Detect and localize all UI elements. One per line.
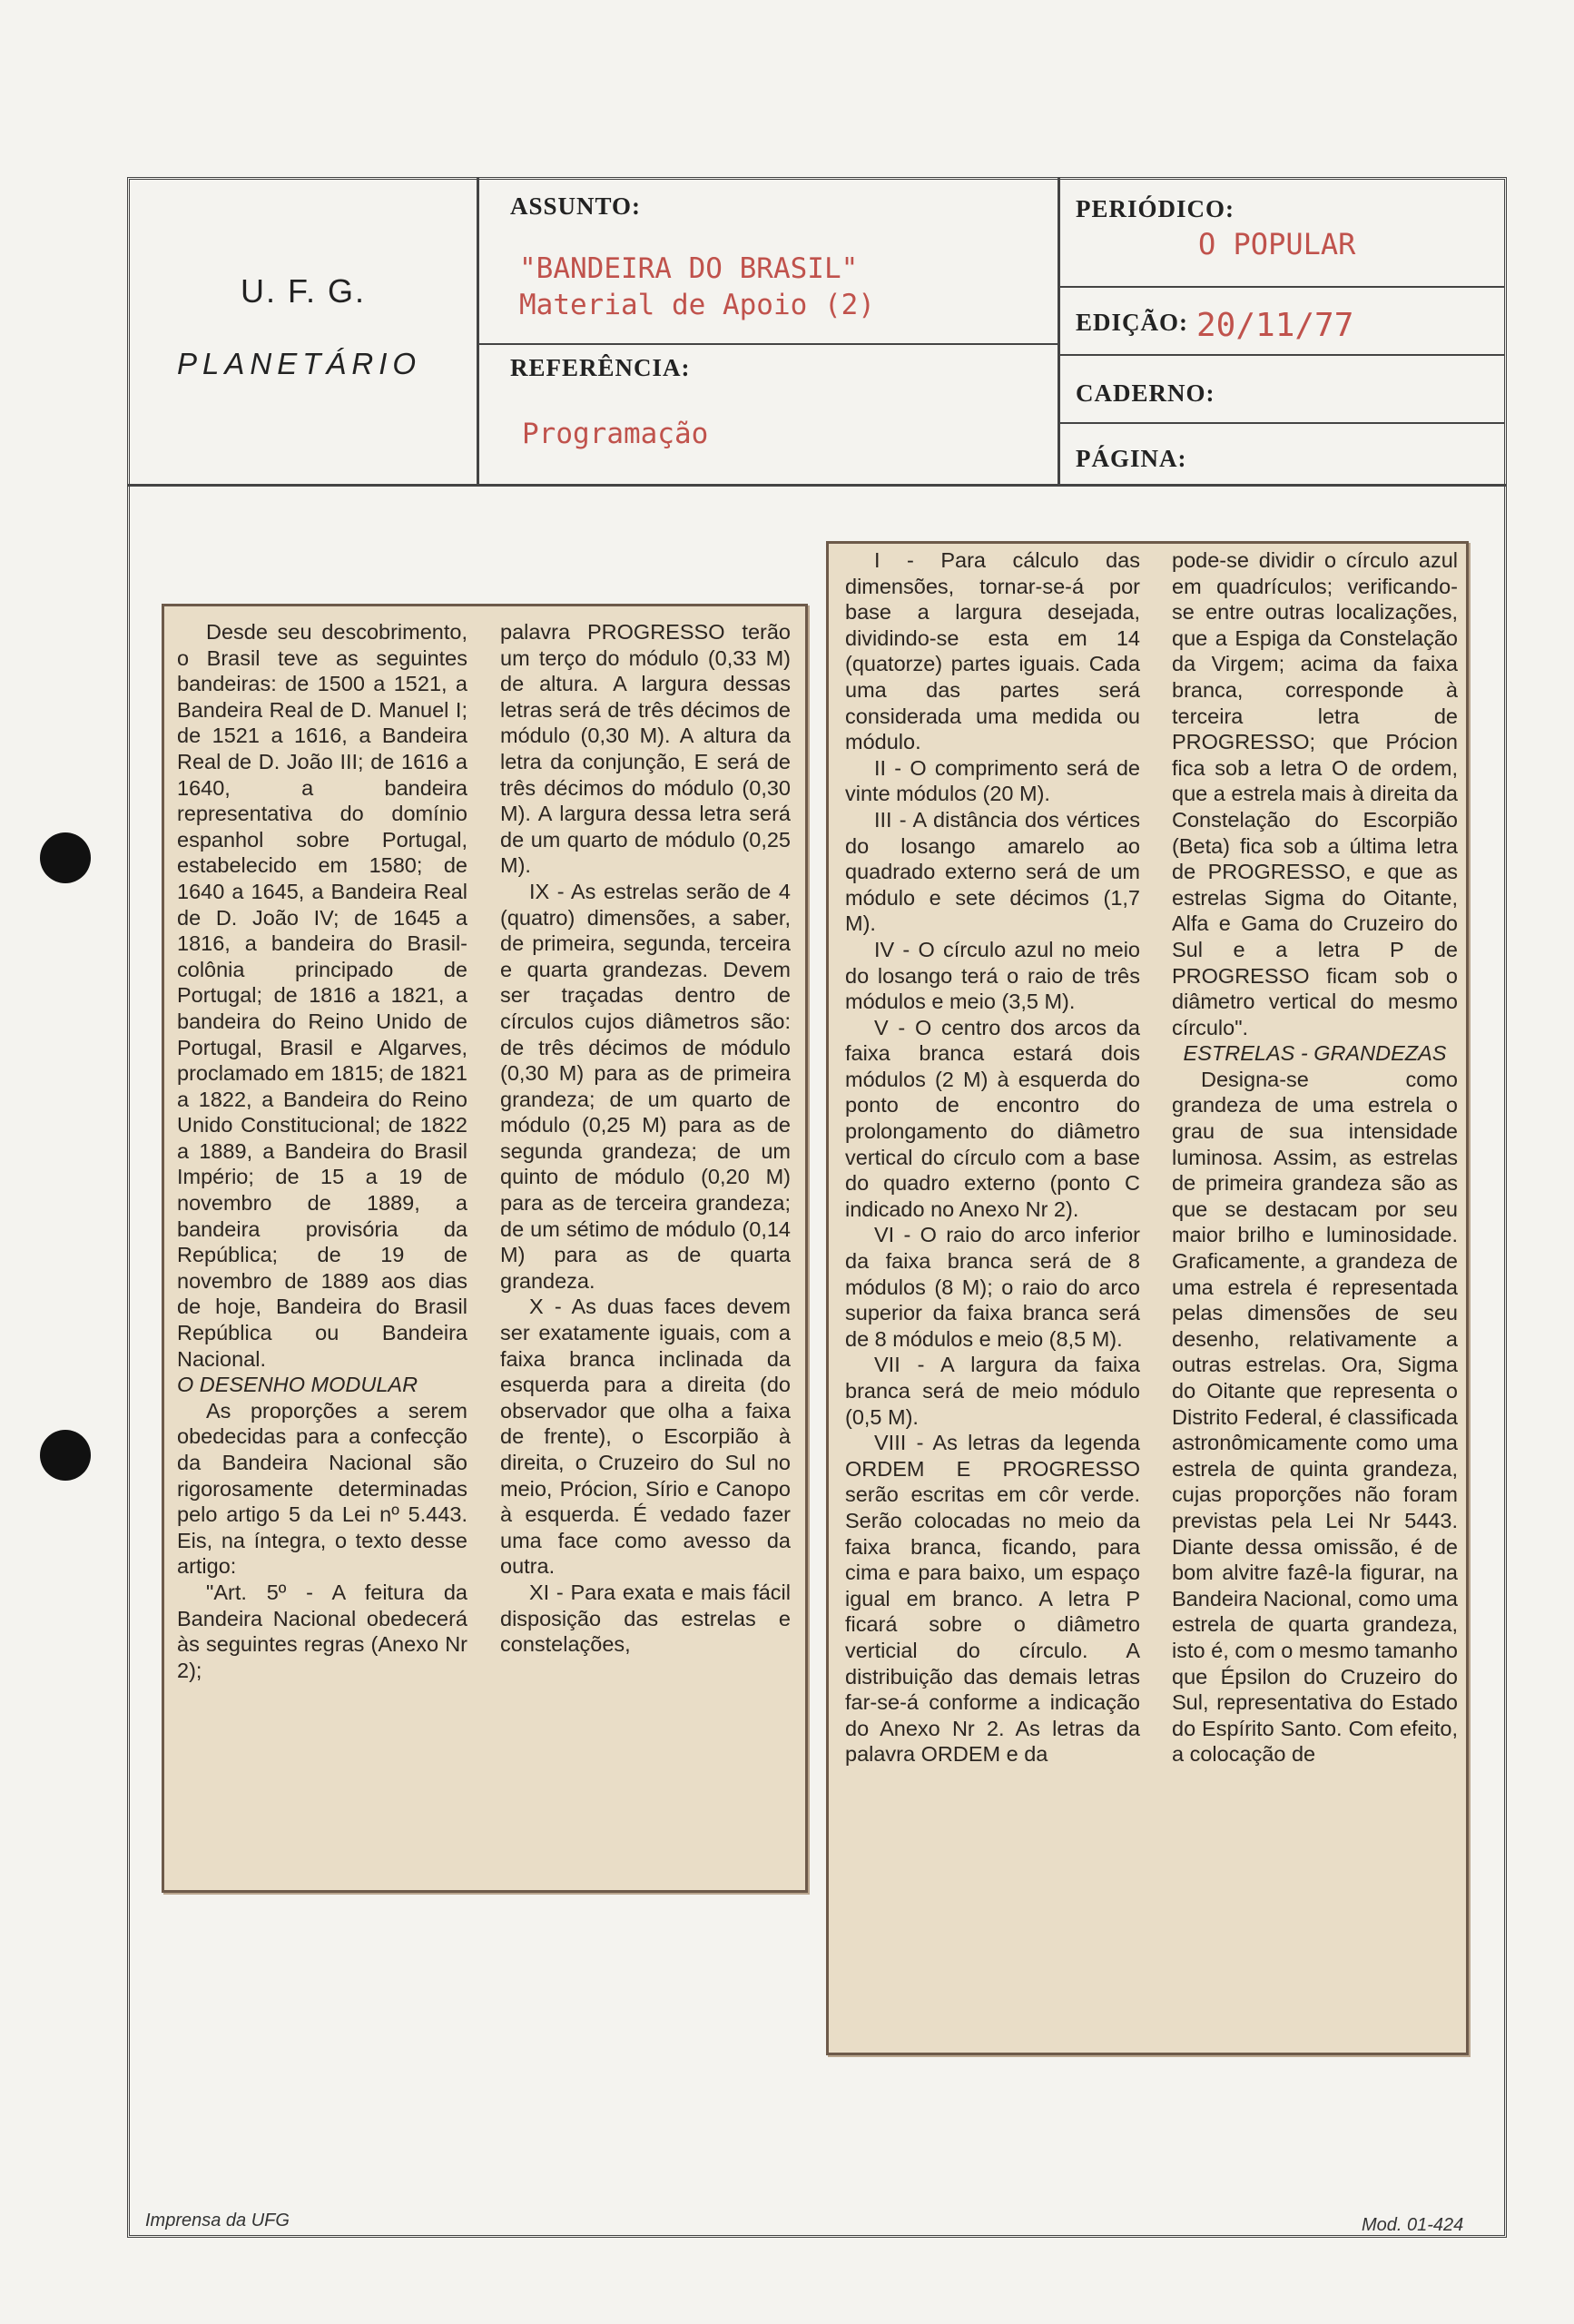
- header-col-divider-1: [477, 177, 479, 486]
- assunto-divider: [479, 343, 1058, 345]
- col3-paragraph-3: III - A distância dos vértices do losango amarelo ao quadrado externo será de um módulo e sete décimos (1,7 M).: [845, 807, 1140, 936]
- edicao-value: 20/11/77: [1196, 307, 1354, 344]
- clipping-column-2: [500, 619, 791, 1658]
- col4-subheading: ESTRELAS - GRANDEZAS: [1183, 1041, 1447, 1066]
- col4-paragraph-1: pode-se dividir o círculo azul em quadrículos; verificando-se entre outras localizações, que a Espiga da Constelação da Virgem; acima da faixa branca, corresponde à terceira letra de PROGRESSO; que Prócion fica sob a letra O de ordem, que a estrela mais à direita da Constelação do Escorpião (Beta) fica sob a última letra de PROGRESSO, e que as estrelas Sigma do Oitante, Alfa e Gama do Cruzeiro do Sul e a letra P de PROGRESSO ficam sob o diâmetro vertical do mesmo círculo".: [1172, 548, 1458, 1039]
- col2-paragraph-4: XI - Para exata e mais fácil disposição das estrelas e constelações,: [500, 1580, 791, 1657]
- assunto-line-2: Material de Apoio (2): [519, 289, 875, 321]
- col1-paragraph-3: "Art. 5º - A feitura da Bandeira Nacional obedecerá às seguintes regras (Anexo Nr 2);: [177, 1580, 467, 1682]
- col3-paragraph-1: I - Para cálculo das dimensões, tornar-se-á por base a largura desejada, dividindo-se esta em 14 (quatorze) partes iguais. Cada uma das partes será considerada uma medida ou módulo.: [845, 548, 1140, 754]
- footer-printer: Imprensa da UFG: [145, 2211, 290, 2230]
- footer-form-code: Mod. 01-424: [1362, 2215, 1464, 2235]
- col1-paragraph-2: As proporções a serem obedecidas para a confecção da Bandeira Nacional são rigorosamente determinadas pelo artigo 5 da Lei nº 5.443. Eis, na íntegra, o texto desse artigo:: [177, 1398, 467, 1579]
- col2-paragraph-1: palavra PROGRESSO terão um terço do módulo (0,33 M) de altura. A largura dessas letras será de três décimos de módulo (0,30 M). A altura da letra da conjunção, E será de três décimos do módulo (0,30 M). A largura dessa letra será de um quarto de módulo (0,25 M).: [500, 620, 791, 878]
- periodico-value: O POPULAR: [1198, 227, 1356, 261]
- clipping-column-4: [1172, 547, 1458, 1768]
- col1-subheading: O DESENHO MODULAR: [177, 1373, 418, 1397]
- assunto-line-1: "BANDEIRA DO BRASIL": [519, 252, 859, 285]
- col3-paragraph-5: V - O centro dos arcos da faixa branca estará dois módulos (2 M) à esquerda do ponto de encontro do prolongamento do diâmetro vertical do círculo com a base do quadro externo (ponto C indicado no Anexo Nr 2).: [845, 1015, 1140, 1221]
- header-divider: [127, 484, 1507, 487]
- col3-paragraph-4: IV - O círculo azul no meio do losango terá o raio de três módulos e meio (3,5 M).: [845, 937, 1140, 1014]
- assunto-label: ASSUNTO:: [510, 192, 642, 220]
- department-name: PLANETÁRIO: [177, 347, 422, 380]
- periodico-divider: [1060, 286, 1505, 288]
- referencia-label: REFERÊNCIA:: [510, 354, 691, 381]
- col2-paragraph-3: X - As duas faces devem ser exatamente iguais, com a faixa branca inclinada da esquerda para a direita (do observador que olha a faixa de frente), o Escorpião à direita, o Cruzeiro do Sul no meio, Prócion, Sírio e Canopo à esquerda. É vedado fazer uma face como avesso da outra.: [500, 1295, 791, 1579]
- institution-name: U. F. G.: [241, 272, 367, 310]
- pagina-label: PÁGINA:: [1076, 445, 1187, 472]
- caderno-divider: [1060, 422, 1505, 424]
- punch-hole-top: [40, 832, 91, 883]
- col3-paragraph-7: VII - A largura da faixa branca será de meio módulo (0,5 M).: [845, 1353, 1140, 1429]
- referencia-value: Programação: [522, 418, 709, 450]
- caderno-label: CADERNO:: [1076, 379, 1215, 407]
- header-col-divider-2: [1058, 177, 1060, 486]
- edicao-label: EDIÇÃO:: [1076, 309, 1189, 336]
- clipping-column-1: [177, 619, 467, 1683]
- col2-paragraph-2: IX - As estrelas serão de 4 (quatro) dimensões, a saber, de primeira, segunda, terceira e quarta grandezas. Devem ser traçadas dentro de círculos cujos diâmetros são: de três décimos de módulo (0,30 M) para as de primeira grandeza; de um quarto de módulo (0,25 M) para as de segunda grandeza; de um quinto de módulo (0,20 M) para as de terceira grandeza; de um sétimo de módulo (0,14 M) para as de quarta grandeza.: [500, 879, 791, 1293]
- punch-hole-bottom: [40, 1430, 91, 1481]
- periodico-label: PERIÓDICO:: [1076, 195, 1235, 222]
- col4-paragraph-2: Designa-se como grandeza de uma estrela o grau de sua intensidade luminosa. Assim, as estrelas de primeira grandeza são as que se destacam por seu maior brilho e luminosidade. Graficamente, a grandeza de uma estrela é representada pelas dimensões de seu desenho, relativamente a outras estrelas. Ora, Sigma do Oitante que representa o Distrito Federal, é classificada astronômicamente como uma estrela de quinta grandeza, cujas proporções não foram previstas pela Lei Nr 5443. Diante dessa omissão, é de bom alvitre fazê-la figurar, na Bandeira Nacional, como uma estrela de quarta grandeza, isto é, com o mesmo tamanho que Épsilon do Cruzeiro do Sul, representativa do Estado do Espírito Santo. Com efeito, a colocação de: [1172, 1067, 1458, 1767]
- col3-paragraph-2: II - O comprimento será de vinte módulos (20 M).: [845, 755, 1140, 806]
- col3-paragraph-8: VIII - As letras da legenda ORDEM E PROGRESSO serão escritas em côr verde. Serão colocadas no meio da faixa branca, ficando, para cima e para baixo, um espaço igual em branco. A letra P ficará sobre o diâmetro verticial do círculo. A distribuição das demais letras far-se-á conforme a indicação do Anexo Nr 2. As letras da palavra ORDEM e da: [845, 1431, 1140, 1767]
- newspaper-clipping-right: [826, 541, 1469, 2055]
- newspaper-clipping-left: [162, 604, 808, 1893]
- clipping-column-3: [845, 547, 1140, 1768]
- col3-paragraph-6: VI - O raio do arco inferior da faixa branca será de 8 módulos (8 M); o raio do arco superior da faixa branca será de 8 módulos e meio (8,5 M).: [845, 1223, 1140, 1351]
- edicao-divider: [1060, 354, 1505, 356]
- col1-paragraph-1: Desde seu descobrimento, o Brasil teve as seguintes bandeiras: de 1500 a 1521, a Bandeira Real de D. Manuel I; de 1521 a 1616, a Bandeira Real de D. João III; de 1616 a 1640, a bandeira representativa do domínio espanhol sobre Portugal, estabelecido em 1580; de 1640 a 1645, a Bandeira Real de D. João IV; de 1645 a 1816, a bandeira do Brasil-colônia principado de Portugal; de 1816 a 1821, a bandeira do Reino Unido de Portugal, Brasil e Algarves, proclamado em 1815; de 1821 a 1822, a Bandeira do Reino Unido Constitucional; de 1822 a 1889, a Bandeira do Brasil Império; de 15 a 19 de novembro de 1889, a bandeira provisória da República; de 19 de novembro de 1889 aos dias de hoje, Bandeira do Brasil República ou Bandeira Nacional.: [177, 620, 467, 1371]
